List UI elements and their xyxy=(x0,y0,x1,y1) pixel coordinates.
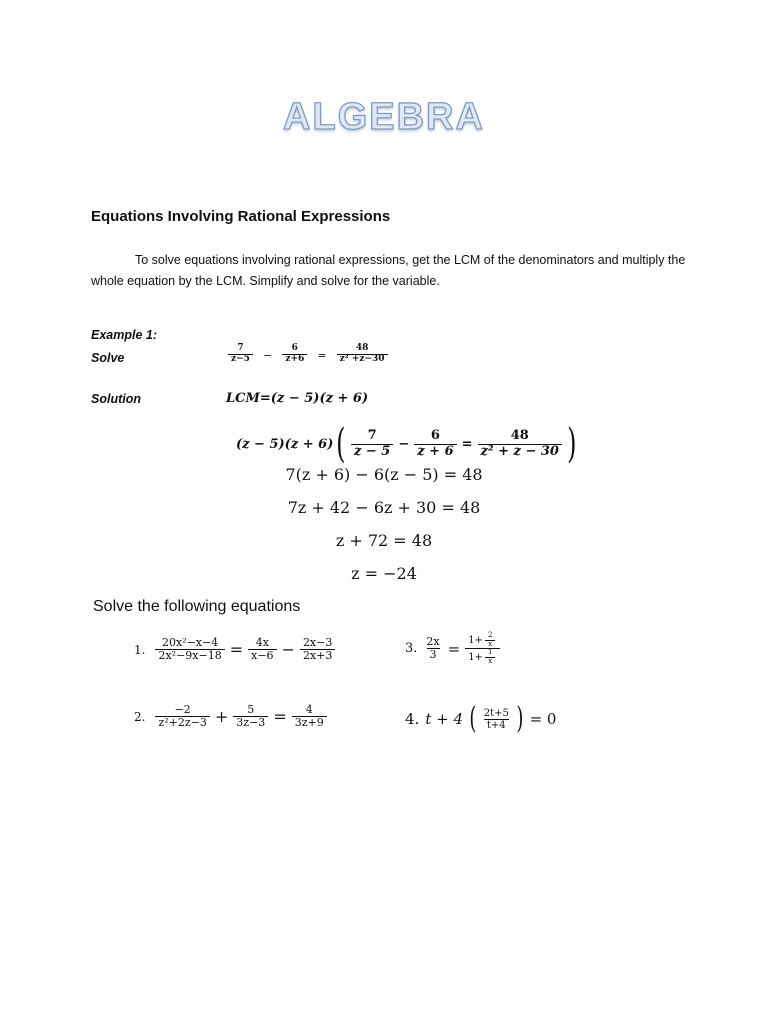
problem-4: 4. t + 4 ( $\frac{2t+5}{t+4}$ ) = 0 xyxy=(405,701,557,736)
solve-frac-2: $\frac{6}{z+6}$ xyxy=(282,344,307,365)
step1-frac-1: $\frac{7}{z - 5}$ xyxy=(351,429,393,459)
problem-3-number: 3. xyxy=(405,641,418,657)
problem-4-frac: $\frac{2t+5}{t+4}$ xyxy=(483,707,509,731)
step1-prefix: (z − 5)(z + 6) xyxy=(236,436,334,452)
problem-4-number: 4. xyxy=(405,710,420,728)
solve-frac-3: $\frac{48}{\text{z² +z−30}}$ xyxy=(337,344,388,365)
section-heading: Equations Involving Rational Expressions xyxy=(91,208,391,225)
intro-paragraph xyxy=(91,250,691,292)
example-label: Example 1: xyxy=(91,328,158,342)
exercises-heading: Solve the following equations xyxy=(93,598,301,615)
problem-4-suffix: = 0 xyxy=(529,710,557,728)
problem-3-complex-frac: 1+ $\frac{2}{x}$ 1+ $\frac{1}{x}$ xyxy=(465,632,500,666)
page-title: ALGEBRA xyxy=(283,96,485,138)
intro-text: To solve equations involving rational expressions, get the LCM of the denominators and multiply the whole equation by the LCM. Simplify and solve for the variable. xyxy=(91,253,686,288)
problem-1: 1. $\frac{\text{20x²−x−4}}{\text{2x²−9x−18}}$ = $\frac{4x}{x-6}$ − $\frac{2x-3}{2x+3}$ xyxy=(134,637,337,662)
step1-equation: (z − 5)(z + 6) ( $\frac{7}{z - 5}$ − $\frac{6}{z + 6}$ = $\frac{48}{\text{z² + z − 30}}$ ) xyxy=(236,421,577,467)
problem-1-frac-b: $\frac{4x}{x-6}$ xyxy=(248,637,276,662)
problem-2-frac-b: $\frac{5}{3z-3}$ xyxy=(233,704,268,729)
problem-1-frac-c: $\frac{2x-3}{2x+3}$ xyxy=(300,637,335,662)
solve-equation: $\frac{7}{z-5}$ − $\frac{6}{z+6}$ = $\frac{48}{\text{z² +z−30}}$ xyxy=(226,344,390,365)
problem-3: 3. $\frac{2x}{3}$ = 1+ $\frac{2}{x}$ 1+ $\frac{1}{x}$ xyxy=(405,632,502,666)
problem-1-number: 1. xyxy=(134,642,146,657)
step2-equation: 7(z + 6) − 6(z − 5) = 48 xyxy=(285,465,483,484)
solution-label: Solution xyxy=(91,392,141,406)
solve-frac-1: $\frac{7}{z-5}$ xyxy=(228,344,253,365)
problem-2-frac-a: $\frac{-2}{\text{z²+2z−3}}$ xyxy=(155,704,209,729)
problem-2-frac-c: $\frac{4}{3z+9}$ xyxy=(292,704,327,729)
problem-2-number: 2. xyxy=(134,709,146,724)
step1-frac-2: $\frac{6}{z + 6}$ xyxy=(414,429,456,459)
solve-label: Solve xyxy=(91,351,125,365)
step5-equation: z = −24 xyxy=(351,564,417,583)
lcm-line: LCM=(z − 5)(z + 6) xyxy=(226,391,369,406)
step1-frac-3: $\frac{48}{\text{z² + z − 30}}$ xyxy=(478,429,562,459)
problem-3-frac-a: $\frac{2x}{3}$ xyxy=(426,635,440,662)
problem-2: 2. $\frac{-2}{\text{z²+2z−3}}$ + $\frac{5}{3z-3}$ = $\frac{4}{3z+9}$ xyxy=(134,704,329,729)
step4-equation: z + 72 = 48 xyxy=(335,531,433,550)
problem-4-prefix: t + 4 xyxy=(425,710,463,728)
step3-equation: 7z + 42 − 6z + 30 = 48 xyxy=(287,498,481,517)
problem-1-frac-a: $\frac{\text{20x²−x−4}}{\text{2x²−9x−18}}$ xyxy=(155,637,224,662)
